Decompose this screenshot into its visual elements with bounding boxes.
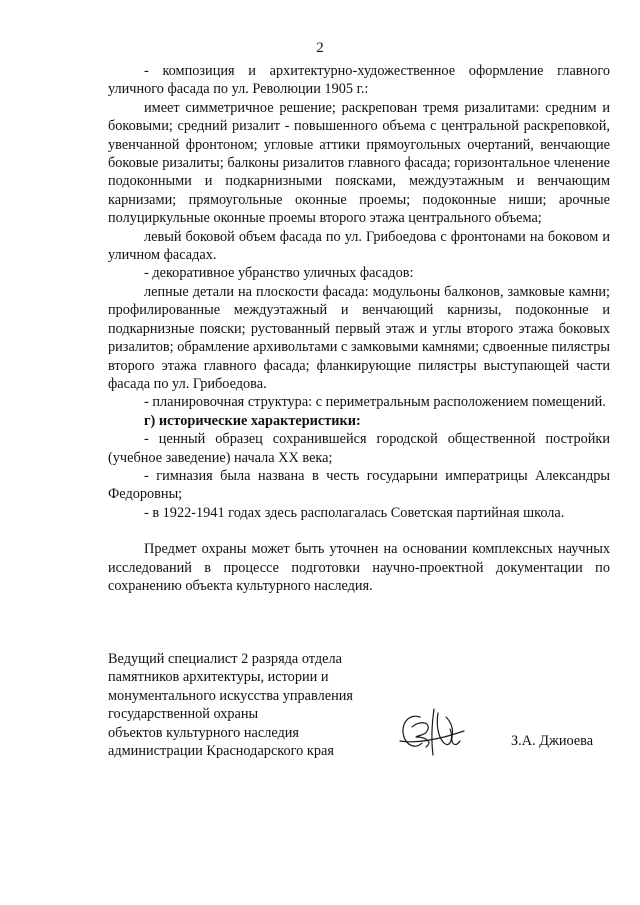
- paragraph-planning-structure: - планировочная структура: с периметральным расположением помещений.: [144, 394, 606, 411]
- signer-position: [108, 650, 388, 760]
- page-number: 2: [316, 40, 324, 56]
- signer-position-line: администрации Краснодарского края: [108, 743, 334, 760]
- paragraph-party-school: - в 1922-1941 годах здесь располагалась Советская партийная школа.: [144, 504, 565, 521]
- paragraph-decoration-heading: - декоративное убранство уличных фасадов:: [144, 265, 414, 282]
- paragraph-gymnasium-name: - гимназия была названа в честь государыни императрицы Александры Федоровны;: [108, 467, 610, 503]
- handwritten-signature: [394, 703, 468, 763]
- paragraph-valuable-sample: - ценный образец сохранившейся городской общественной постройки (учебное заведение) начала XX века;: [108, 431, 610, 466]
- signer-position-line: объектов культурного наследия: [108, 724, 299, 741]
- signer-name: З.А. Джиоева: [511, 733, 594, 749]
- paragraph-symmetric-solution: имеет симметричное решение; раскрепован тремя ризалитами: средним и боковыми; средний ризалит - повышенного объема с центральной раскреповкой, увенчанной фронтоном; угловые аттики прямоугольных очертаний, венчающие боковые ризалиты; балконы ризалитов главного фасада; горизонтальное членение подоконными и подкарнизными поясками, междуэтажным и венчающим карнизами; прямоугольные оконные проемы; подоконные ниши; арочные полуциркульные оконные проемы второго этажа центрального объема;: [108, 99, 610, 227]
- signer-position-line: монументального искусства управления: [108, 687, 353, 704]
- signer-position-line: государственной охраны: [108, 706, 259, 723]
- section-heading-historical: г) исторические характеристики:: [144, 412, 361, 429]
- signer-position-line: Ведущий специалист 2 разряда отдела: [108, 651, 342, 667]
- paragraph-left-side-volume: левый боковой объем фасада по ул. Грибоедова с фронтонами на боковом и уличном фасадах.: [108, 228, 610, 264]
- signer-position-line: памятников архитектуры, истории и: [108, 669, 329, 686]
- paragraph-facade-composition: - композиция и архитектурно-художественное оформление главного уличного фасада по ул. Революции 1905 г.:: [108, 63, 610, 98]
- document-body: [108, 62, 610, 595]
- paragraph-stucco-details: лепные детали на плоскости фасада: модульоны балконов, замковые камни; профилированные междуэтажный и венчающий карнизы, подоконные и подкарнизные пояски; рустованный первый этаж и углы второго этажа боковых ризалитов; обрамление архивольтами с замковыми камнями; сдвоенные пилястры второго этажа главного фасада; фланкирующие пилястры выступающей части фасада по ул. Грибоедова.: [108, 283, 610, 392]
- paragraph-protection-subject: Предмет охраны может быть уточнен на основании комплексных научных исследований в процессе подготовки научно-проектной документации по сохранению объекта культурного наследия.: [108, 541, 610, 594]
